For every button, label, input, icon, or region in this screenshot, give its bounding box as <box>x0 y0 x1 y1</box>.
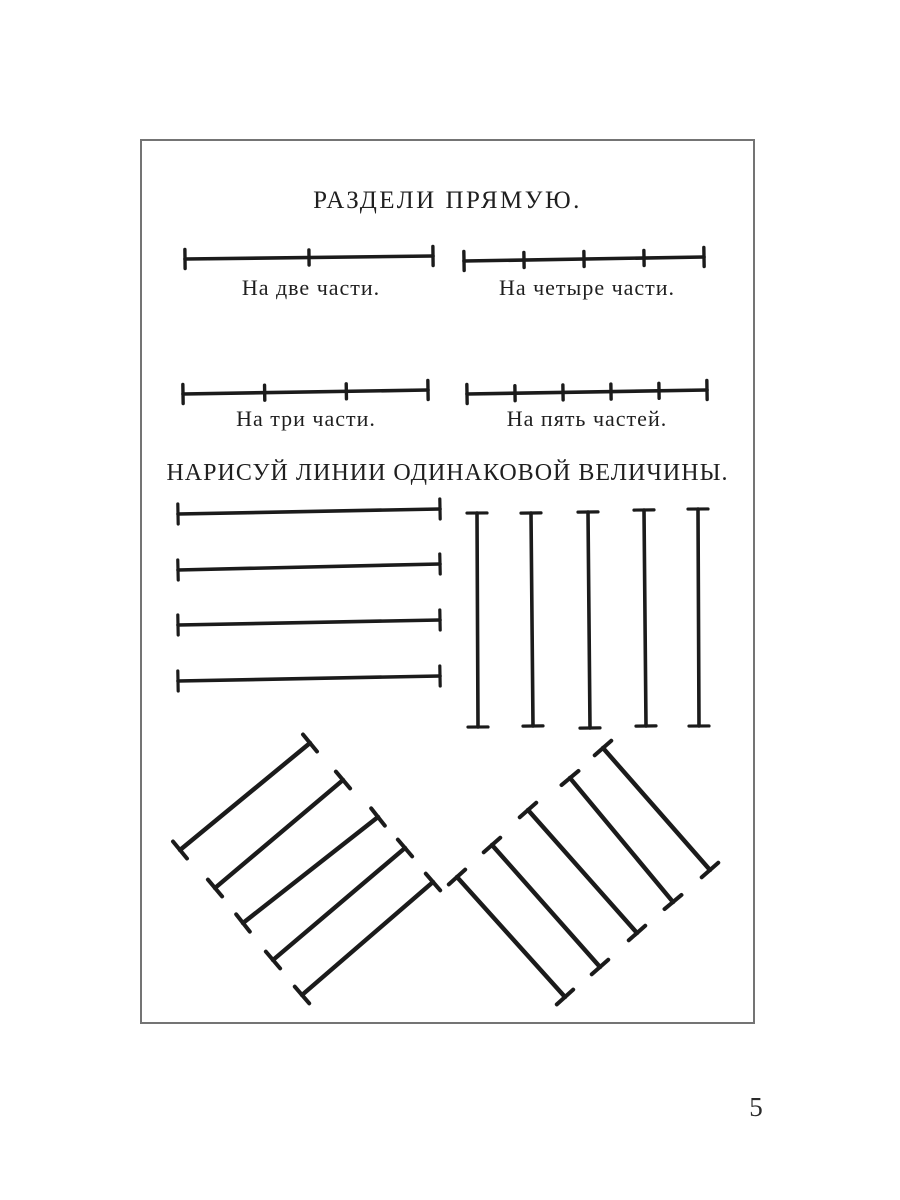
worksheet-frame <box>140 139 755 1024</box>
divide-label-three-parts: На три части. <box>236 406 376 431</box>
section-title-equal-lines: НАРИСУЙ ЛИНИИ ОДИНАКОВОЙ ВЕЛИЧИНЫ. <box>166 460 729 486</box>
divide-label-five-parts: На пять частей. <box>506 406 668 431</box>
page-number: 5 <box>749 1092 763 1122</box>
divide-label-two-parts: На две части. <box>241 275 381 300</box>
section-title-divide: РАЗДЕЛИ ПРЯМУЮ. <box>313 187 582 214</box>
divide-label-four-parts: На четыре части. <box>498 275 676 300</box>
